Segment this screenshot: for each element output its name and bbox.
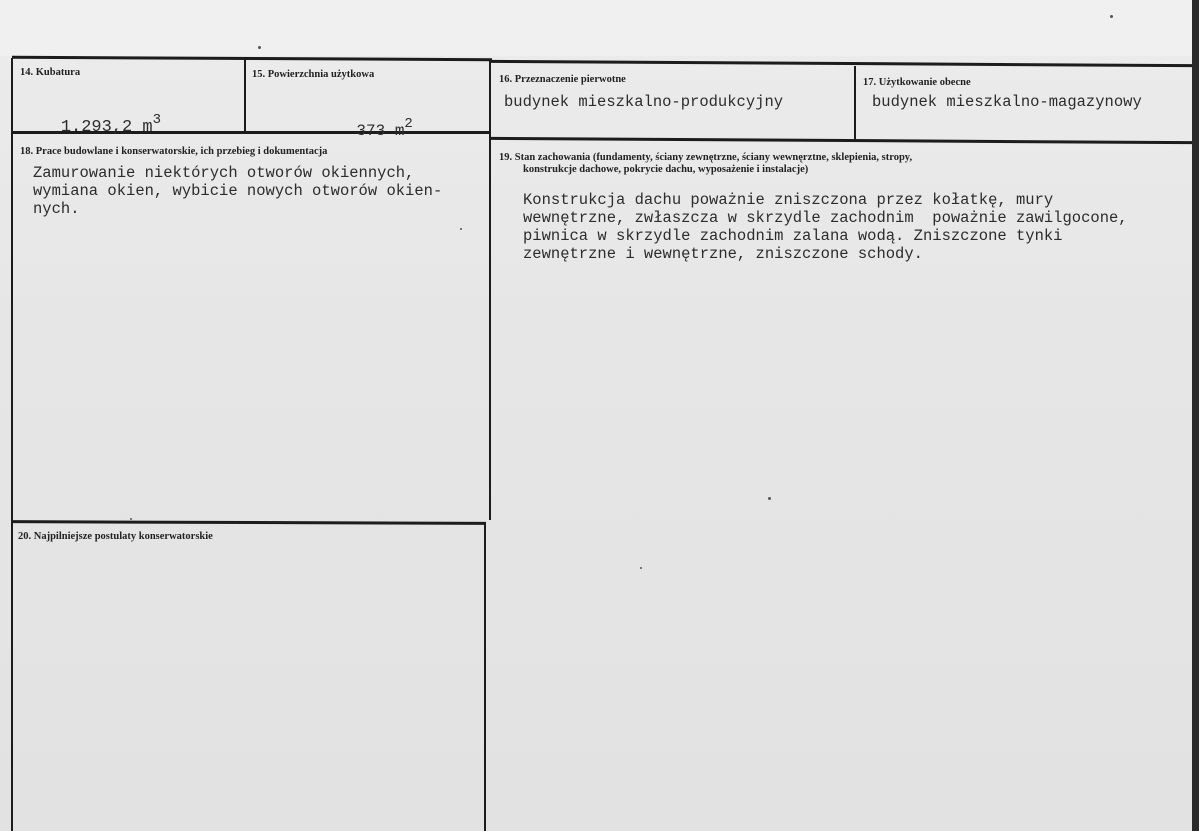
scan-speck [130, 518, 132, 520]
scan-speck [768, 497, 771, 500]
rule-v-left [11, 58, 13, 831]
field-14-value-text: 1.293,2 m [60, 118, 153, 137]
field-18-line: Zamurowanie niektórych otworów okiennych, [33, 164, 415, 182]
field-15-value-text: 373 m [356, 122, 405, 140]
top-margin [0, 0, 1199, 56]
field-15-exponent: 2 [404, 116, 413, 132]
field-15-value [318, 97, 413, 158]
field-19-line: piwnica w skrzydle zachodnim zalana wodą. Zniszczone tynki [523, 227, 1063, 245]
rule-middle-right [490, 137, 1192, 144]
field-19-label-cont: konstrukcje dachowe, pokrycie dachu, wyposażenie i instalacje) [523, 164, 809, 175]
page-edge [1192, 0, 1199, 831]
rule-v-14-15 [244, 59, 246, 133]
scan-speck [460, 228, 462, 230]
field-19-line: wewnętrzne, zwłaszcza w skrzydle zachodnim poważnie zawilgocone, [523, 209, 1128, 227]
field-19-line: Konstrukcja dachu poważnie zniszczona przez kołatkę, mury [523, 191, 1054, 209]
rule-section-20 [12, 520, 486, 525]
field-16-label: 16. Przeznaczenie pierwotne [499, 74, 626, 85]
rule-v-center [489, 60, 491, 520]
field-14-label: 14. Kubatura [20, 67, 81, 78]
rule-top [12, 56, 492, 62]
field-20-label: 20. Najpilniejsze postulaty konserwatorskie [18, 531, 213, 542]
field-18-line: nych. [33, 200, 80, 218]
scan-speck [258, 46, 261, 49]
scan-speck [1110, 15, 1113, 18]
field-17-label: 17. Użytkowanie obecne [863, 77, 971, 88]
field-16-value: budynek mieszkalno-produkcyjny [504, 93, 784, 111]
field-18-line: wymiana okien, wybicie nowych otworów okien- [33, 182, 443, 200]
field-19-label: 19. Stan zachowania (fundamenty, ściany zewnętrzne, ściany wewnęrztne, sklepienia, stropy, [499, 152, 913, 163]
field-19-line: zewnętrzne i wewnętrzne, zniszczone schody. [523, 245, 923, 263]
field-18-label: 18. Prace budowlane i konserwatorskie, ich przebieg i dokumentacja [20, 146, 328, 157]
rule-top-right [490, 60, 1192, 67]
scan-speck [640, 567, 642, 569]
rule-v-center-low [484, 522, 486, 831]
rule-v-16-17 [854, 66, 856, 142]
field-17-value: budynek mieszkalno-magazynowy [872, 93, 1142, 111]
field-14-exponent: 3 [152, 112, 162, 128]
field-15-label: 15. Powierzchnia użytkowa [252, 69, 375, 80]
